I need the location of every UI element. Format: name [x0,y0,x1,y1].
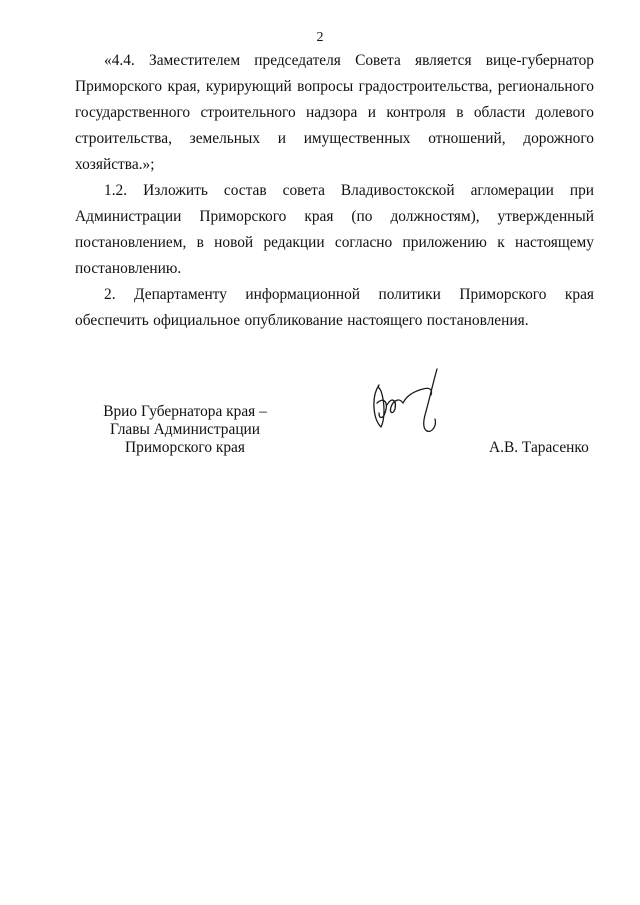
page-number: 2 [316,30,324,45]
signature-icon [365,367,455,439]
signatory-title-line: Главы Администрации [109,421,261,438]
signatory-title-line: Приморского края [125,439,245,456]
paragraph-2: 2. Департаменту информационной политики Приморского края обеспечить официальное опубликование настоящего постановления. [75,286,594,329]
signatory-title-line: Врио Губернатора края – [103,403,267,420]
paragraph-4-4: «4.4. Заместителем председателя Совета является вице-губернатор Приморского края, курирующий вопросы градостроительства, регионального государственного строительного надзора и контроля в области долевого строительства, земельных и имущественных отношений, дорожного хозяйства.»; [75,52,594,173]
document-body [75,48,594,334]
signatory-title [75,403,295,457]
paragraph-1-2: 1.2. Изложить состав совета Владивостокской агломерации при Администрации Приморского края (по должностям), утвержденный постановлением, в новой редакции согласно приложению к настоящему постановлению. [75,182,594,277]
signer-name: А.В. Тарасенко [489,439,589,456]
